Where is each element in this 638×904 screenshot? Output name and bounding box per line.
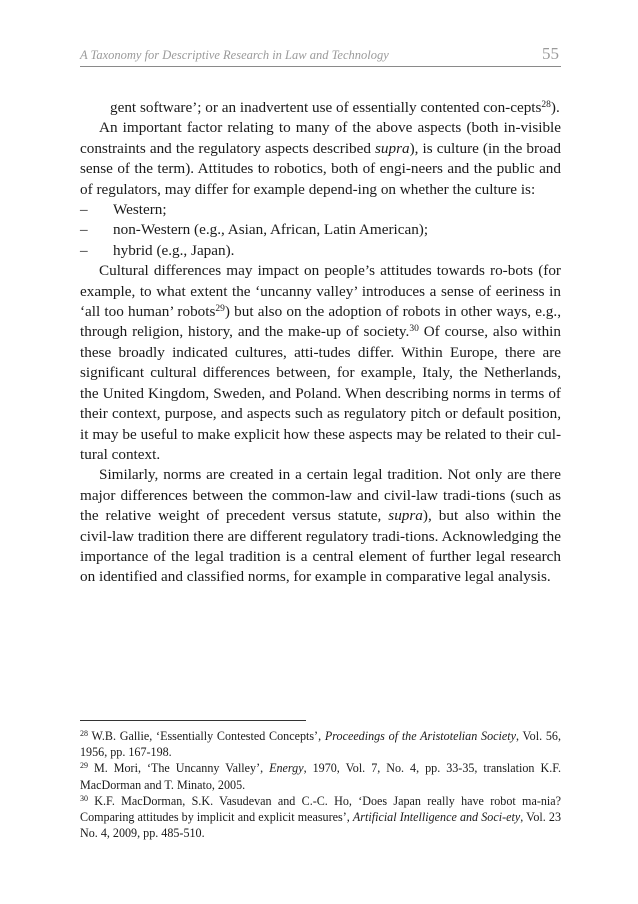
- footnote-29: $^{29}$ M. Mori, ‘The Uncanny Valley’, Energy, 1970, Vol. 7, No. 4, pp. 33-35, translation K.F. MacDorman and T. Minato, 2005.: [80, 761, 562, 792]
- dash-bullet: –: [80, 241, 88, 259]
- footnote-ref-30[interactable]: 30: [409, 324, 419, 335]
- list-item: – Western;: [80, 200, 561, 220]
- footnote-ref-29[interactable]: 29: [215, 304, 225, 315]
- footnote-ref-28[interactable]: 28: [541, 100, 551, 110]
- continued-list-item: gent software’; or an inadvertent use of essentially contented con-cepts$^{28}$).: [110, 99, 560, 116]
- list-item: – non-Western (e.g., Asian, African, Latin American);: [80, 220, 561, 240]
- body-text: [80, 98, 561, 588]
- page-header: [80, 44, 561, 67]
- footnote-separator: [80, 720, 306, 721]
- paragraph-cultural-differences: Cultural differences may impact on people’s attitudes towards ro-bots (for example, to what extent the ‘uncanny valley’ introduces a sense of eeriness in ‘all too human’ robots$^{29}$) but also on the adoption of robots in other ways, e.g., through religion, history, and the make-up of society.$^{30}$ Of course, also within these broadly indicated cultures, atti-tudes differ. Within Europe, there are significant cultural differences between, for example, Italy, the Netherlands, the United Kingdom, Sweden, and Poland. When describing norms in terms of their context, purpose, and aspects such as regulatory pitch or default position, it may be useful to make explicit how these aspects may be related to their cul-tural context.: [80, 262, 561, 463]
- paragraph-culture: An important factor relating to many of the above aspects (both in-visible constraints and the regulatory aspects described supra), is culture (in the broad sense of the term). Attitudes to robotics, both of engi-neers and the public and of regulators, may differ for example depend-ing on whether the culture is:: [80, 119, 562, 198]
- culture-list: [80, 200, 561, 261]
- footnote-28: $^{28}$ W.B. Gallie, ‘Essentially Contested Concepts’, Proceedings of the Aristotelian Society, Vol. 56, 1956, pp. 167-198.: [80, 729, 561, 760]
- dash-bullet: –: [80, 221, 88, 239]
- running-title: A Taxonomy for Descriptive Research in Law and Technology: [80, 48, 389, 62]
- footnote-30: $^{30}$ K.F. MacDorman, S.K. Vasudevan and C.-C. Ho, ‘Does Japan really have robot ma-nia? Comparing attitudes by implicit and explicit measures’, Artificial Intelligence and Soci-ety, Vol. 23 No. 4, 2009, pp. 485-510.: [80, 793, 561, 841]
- page-number: 55: [542, 44, 559, 63]
- footnotes: [80, 728, 561, 841]
- list-item: – hybrid (e.g., Japan).: [80, 241, 561, 261]
- paragraph-legal-tradition: Similarly, norms are created in a certain legal tradition. Not only are there major differences between the common-law and civil-law tradi-tions (such as the relative weight of precedent versus statute, supra), but also within the civil-law tradition there are different regulatory tradi-tions. Acknowledging the importance of the legal tradition is a central element of further legal research on identified and classified norms, for example in comparative legal analysis.: [80, 466, 561, 586]
- dash-bullet: –: [80, 201, 88, 219]
